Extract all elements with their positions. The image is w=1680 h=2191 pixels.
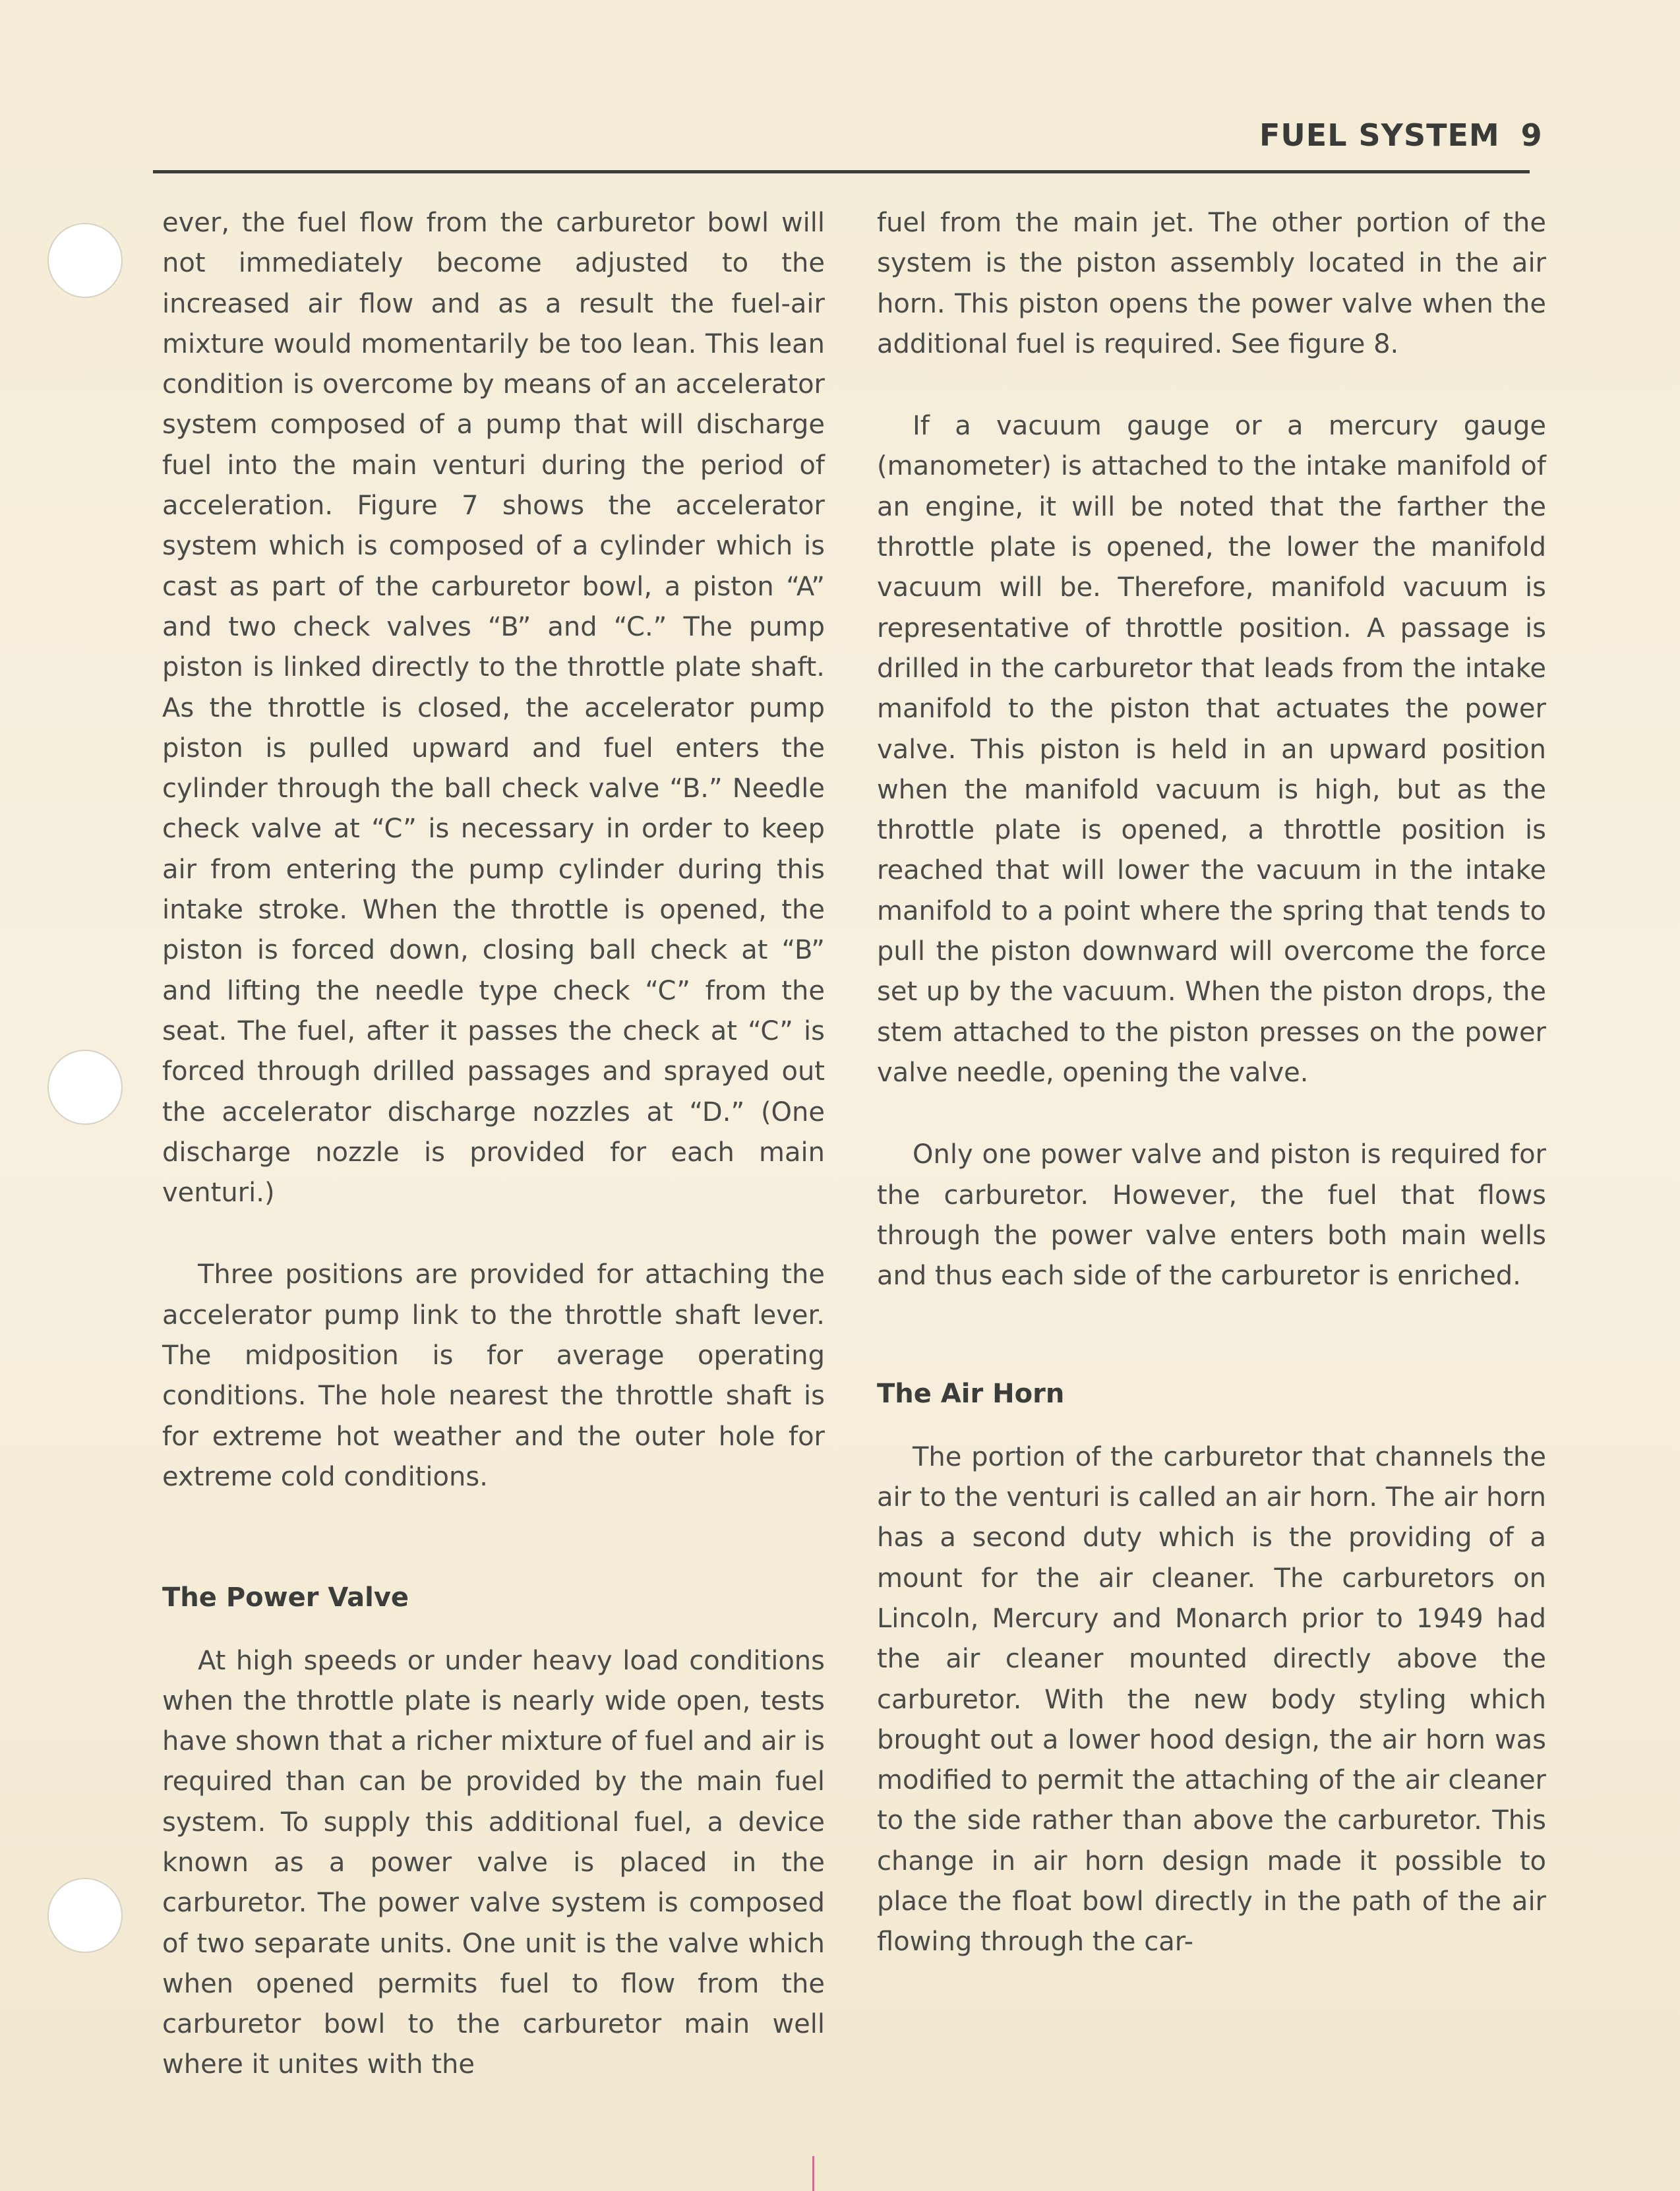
left-paragraph-pump-link: Three positions are provided for attaching the accelerator pump link to the throttle shaft lever. The midposition is for average operating conditions. The hole nearest the throttle shaft is for extreme hot weather and the outer hole for extreme cold conditions.	[162, 1259, 825, 1492]
header-rule	[153, 170, 1530, 173]
crop-mark	[812, 2156, 814, 2191]
left-paragraph-accelerator: ever, the fuel flow from the carburetor bowl will not immediately become adjusted to the increased air flow and as a result the fuel-air mixture would momentarily be too lean. This lean condition is overcome by means of an accelerator system composed of a pump that will discharge fuel into the main venturi during the period of acceleration. Figure 7 shows the accelerator system which is composed of a cylinder which is cast as part of the carburetor bowl, a piston “A” and two check valves “B” and “C.” The pump piston is linked directly to the throttle plate shaft. As the throttle is closed, the accelerator pump piston is pulled upward and fuel enters the cylinder through the ball check valve “B.” Needle check valve at “C” is necessary in order to keep air from entering the pump cylinder during this intake stroke. When the throttle is opened, the piston is forced down, closing ball check at “B” and lifting the needle type check “C” from the seat. The fuel, after it passes the check at “C” is forced through drilled passages and sprayed out the accelerator discharge nozzles at “D.” (One discharge nozzle is provided for each main venturi.)	[162, 208, 825, 1209]
left-column	[162, 203, 825, 2086]
right-paragraph-main-jet: fuel from the main jet. The other portion of the system is the piston assembly located in the air horn. This piston opens the power valve when the additional fuel is required. See figure 8.	[877, 208, 1546, 359]
heading-air-horn: The Air Horn	[877, 1379, 1065, 1410]
right-paragraph-vacuum: If a vacuum gauge or a mercury gauge (manometer) is attached to the intake manifold of an engine, it will be noted that the farther the throttle plate is opened, the lower the manifold vacuum will be. Therefore, manifold vacuum is representative of throttle position. A passage is drilled in the carburetor that leads from the intake manifold to the piston that actuates the power valve. This piston is held in an upward position when the manifold vacuum is high, but as the throttle plate is opened, a throttle position is reached that will lower the vacuum in the intake manifold to a point where the spring that tends to pull the piston downward will overcome the force set up by the vacuum. When the piston drops, the stem attached to the piston presses on the power valve needle, opening the valve.	[877, 411, 1546, 1088]
left-paragraph-power-valve: At high speeds or under heavy load conditions when the throttle plate is nearly wide open, tests have shown that a richer mixture of fuel and air is required than can be provided by the main fuel system. To supply this additional fuel, a device known as a power valve is placed in the carburetor. The power valve system is composed of two separate units. One unit is the valve which when opened permits fuel to flow from the carburetor bowl to the carburetor main well where it unites with the	[162, 1645, 825, 2080]
right-paragraph-air-horn: The portion of the carburetor that channels the air to the venturi is called an air horn. The air horn has a second duty which is the providing of a mount for the air cleaner. The carburetors on Lincoln, Mercury and Monarch prior to 1949 had the air cleaner mounted directly above the carburetor. With the new body styling which brought out a lower hood design, the air horn was modified to permit the attaching of the air cleaner to the side rather than above the carburetor. This change in air horn design made it possible to place the float bowl directly in the path of the air flowing through the car-	[877, 1441, 1546, 1958]
right-column	[877, 203, 1546, 1963]
punch-hole-top	[47, 223, 123, 298]
heading-power-valve: The Power Valve	[162, 1582, 409, 1613]
right-paragraph-one-valve: Only one power valve and piston is required for the carburetor. However, the fuel that flows through the power valve enters both main wells and thus each side of the carburetor is enriched.	[877, 1139, 1546, 1292]
section-title: FUEL SYSTEM	[1259, 117, 1500, 153]
punch-hole-bottom	[47, 1878, 123, 1953]
page-number: 9	[1520, 117, 1543, 153]
running-header	[1259, 117, 1543, 153]
punch-hole-middle	[47, 1050, 123, 1125]
